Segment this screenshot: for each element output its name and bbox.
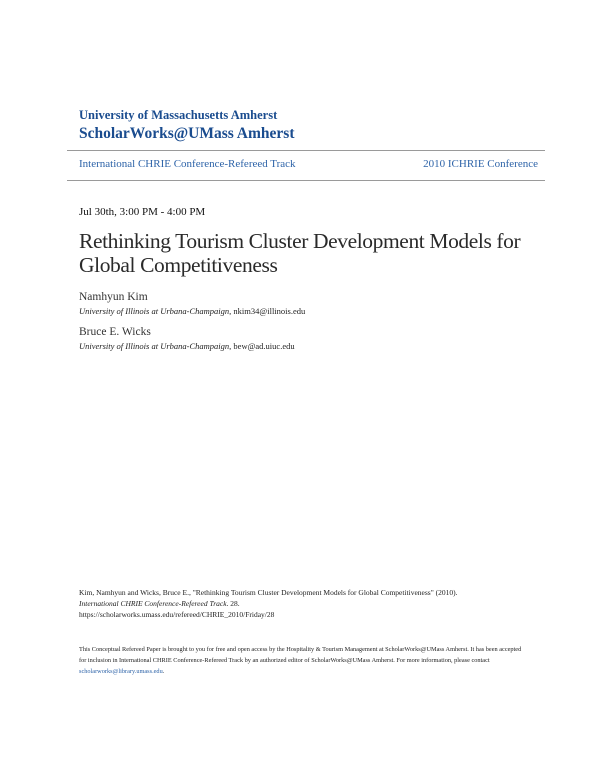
author-name: Bruce E. Wicks xyxy=(79,326,151,338)
repository-name[interactable]: ScholarWorks@UMass Amherst xyxy=(79,125,295,142)
citation-number: . 28. xyxy=(226,599,240,608)
top-divider xyxy=(67,150,545,151)
track-link[interactable]: International CHRIE Conference-Refereed Track xyxy=(79,158,296,170)
repository-header xyxy=(79,108,295,143)
author-email[interactable]: bew@ad.uiuc.edu xyxy=(233,341,295,351)
author-name: Namhyun Kim xyxy=(79,291,148,303)
conference-link[interactable]: 2010 ICHRIE Conference xyxy=(423,158,538,170)
access-notice xyxy=(79,644,529,677)
notice-end: . xyxy=(162,668,165,675)
citation-text: Kim, Namhyun and Wicks, Bruce E., "Rethinking Tourism Cluster Development Models for Global Competitiveness" (2010). xyxy=(79,588,458,597)
bottom-divider xyxy=(67,180,545,181)
contact-email-link[interactable]: scholarworks@library.umass.edu xyxy=(79,668,163,675)
notice-text: This Conceptual Refereed Paper is brought to you for free and open access by the Hospitality & Tourism Management at ScholarWorks@UMass Amherst. It has been accepted for inclusion in International CHRIE Conference-Refereed Track by an authorized editor of ScholarWorks@UMass Amherst. For more information, please contact xyxy=(79,646,522,664)
paper-title: Rethinking Tourism Cluster Development Models for Global Competitiveness xyxy=(79,229,521,277)
citation-series: International CHRIE Conference-Refereed Track xyxy=(79,599,227,608)
author-email[interactable]: nkim34@illinois.edu xyxy=(233,306,306,316)
university-name[interactable]: University of Massachusetts Amherst xyxy=(79,108,278,122)
recommended-citation xyxy=(79,587,549,620)
author-institution: University of Illinois at Urbana-Champaign xyxy=(79,341,230,351)
citation-url[interactable]: https://scholarworks.umass.edu/refereed/CHRIE_2010/Friday/28 xyxy=(79,610,275,619)
author-institution: University of Illinois at Urbana-Champaign xyxy=(79,306,230,316)
author-affiliation: University of Illinois at Urbana-Champaign, bew@ad.uiuc.edu xyxy=(79,341,295,351)
author-affiliation: University of Illinois at Urbana-Champaign, nkim34@illinois.edu xyxy=(79,306,306,316)
session-date: Jul 30th, 3:00 PM - 4:00 PM xyxy=(79,206,206,218)
